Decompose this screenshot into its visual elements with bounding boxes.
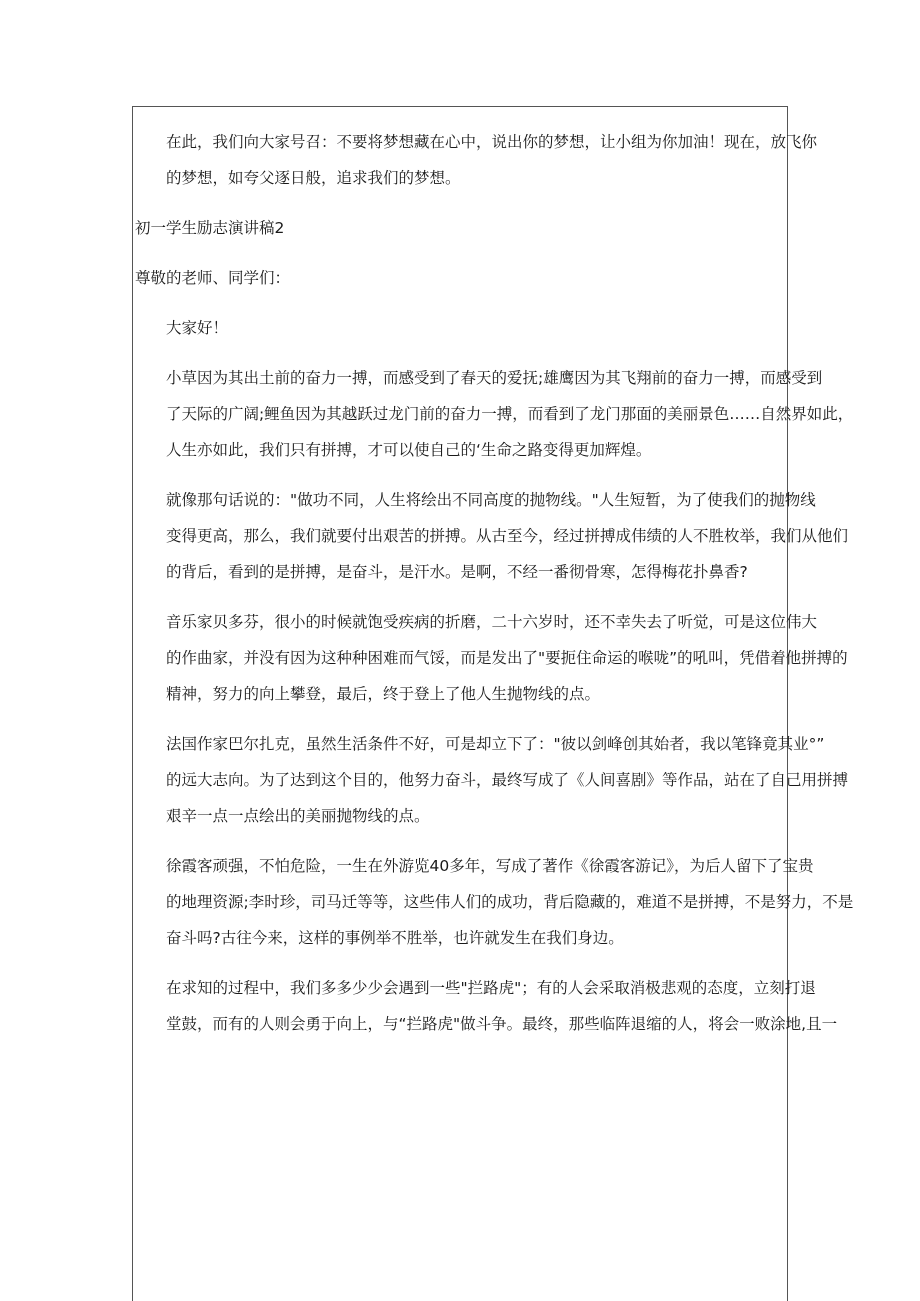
- text-line: 就像那句话说的："做功不同，人生将绘出不同高度的抛物线。"人生短暂，为了使我们的抛物线: [166, 491, 816, 509]
- text-line: 精神，努力的向上攀登，最后，终于登上了他人生抛物线的点。: [166, 685, 601, 703]
- text-line: 的梦想，如夸父逐日般，追求我们的梦想。: [166, 169, 461, 187]
- text-line: 在此，我们向大家号召：不要将梦想藏在心中，说出你的梦想，让小组为你加油！现在，放飞你: [166, 133, 818, 151]
- text-line: 的背后，看到的是拼搏，是奋斗，是汗水。是啊，不经一番彻骨寒，怎得梅花扑鼻香?: [166, 563, 748, 581]
- text-line: 大家好！: [166, 319, 229, 337]
- paragraph: [135, 604, 848, 712]
- text-line: 音乐家贝多芬，很小的时候就饱受疾病的折磨，二十六岁时，还不幸失去了听觉，可是这位伟大: [166, 613, 818, 631]
- paragraph: [135, 482, 849, 590]
- document-body: [135, 124, 854, 1056]
- text-line: 初一学生励志演讲稿2: [135, 219, 285, 237]
- paragraph: [135, 726, 849, 834]
- text-line: 奋斗吗?古往今来，这样的事例举不胜举，也许就发生在我们身边。: [166, 929, 624, 947]
- text-line: 的作曲家，并没有因为这种种困难而气馁，而是发出了"要扼住命运的喉咙”的吼叫，凭借着他拼搏的: [166, 649, 848, 667]
- text-line: 变得更高，那么，我们就要付出艰苦的拼搏。从古至今，经过拼搏成伟绩的人不胜枚举，我们从他们: [166, 527, 849, 545]
- paragraph: [135, 848, 854, 956]
- text-line: 的地理资源;李时珍，司马迁等等，这些伟人们的成功，背后隐藏的，难道不是拼搏，不是努力，不是: [166, 893, 854, 911]
- paragraph: [135, 124, 818, 196]
- document-heading: [135, 210, 785, 246]
- paragraph: [135, 360, 854, 468]
- paragraph: [135, 310, 785, 346]
- text-line: 堂鼓，而有的人则会勇于向上，与“拦路虎"做斗争。最终，那些临阵退缩的人，将会一败涂地,且一: [166, 1015, 838, 1033]
- paragraph: [135, 260, 785, 296]
- text-line: 了天际的广阔;鲤鱼因为其越跃过龙门前的奋力一搏，而看到了龙门那面的美丽景色……自然界如此，: [166, 405, 854, 423]
- text-line: 艰辛一点一点绘出的美丽抛物线的点。: [166, 807, 430, 825]
- text-line: 尊敬的老师、同学们：: [135, 269, 291, 287]
- text-line: 在求知的过程中，我们多多少少会遇到一些"拦路虎"；有的人会采取消极悲观的态度，立刻打退: [166, 979, 816, 997]
- text-line: 徐霞客顽强，不怕危险，一生在外游览40多年，写成了著作《徐霞客游记》，为后人留下了宝贵: [166, 857, 814, 875]
- text-line: 法国作家巴尔扎克，虽然生活条件不好，可是却立下了："彼以剑峰创其始者，我以笔锋竟其业°”: [166, 735, 825, 753]
- paragraph: [135, 970, 838, 1042]
- text-line: 的远大志向。为了达到这个目的，他努力奋斗，最终写成了《人间喜剧》等作品，站在了自己用拼搏: [166, 771, 849, 789]
- text-line: 小草因为其出土前的奋力一搏，而感受到了春天的爱抚;雄鹰因为其飞翔前的奋力一搏，而感受到: [166, 369, 823, 387]
- text-line: 人生亦如此，我们只有拼搏，才可以使自己的‘生命之路变得更加辉煌。: [166, 441, 652, 459]
